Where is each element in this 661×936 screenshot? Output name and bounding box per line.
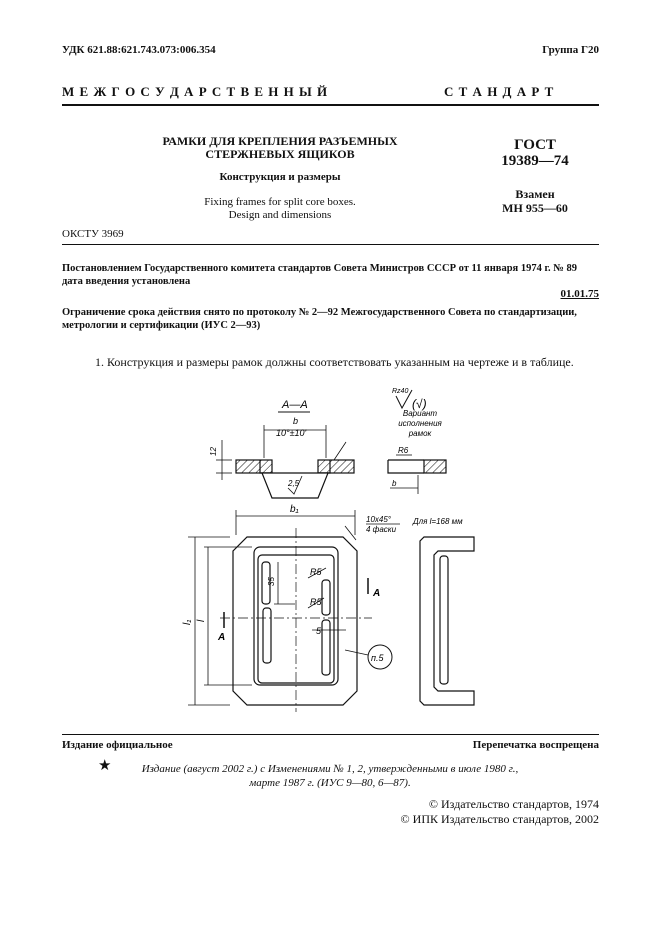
note-p5: п.5 [371, 653, 384, 663]
title-line-2: СТЕРЖНЕВЫХ ЯЩИКОВ [205, 147, 355, 161]
dim-b1: b₁ [290, 504, 299, 515]
section-hatch-right [318, 460, 354, 473]
dim-r5-top: R5 [310, 567, 322, 577]
copyright-2002: © ИПК Издательство стандартов, 2002 [400, 812, 599, 826]
chamfer-line-1: 10х45° [366, 515, 391, 524]
variant-line-2: исполнения [398, 419, 442, 428]
official-edition: Издание официальное [62, 739, 173, 751]
dim-12: 12 [209, 447, 218, 456]
banner-word-standard: С Т А Н Д А Р Т [444, 84, 555, 99]
udk-code: УДК 621.88:621.743.073:006.354 [62, 44, 216, 56]
replaces-label: Взамен [515, 187, 555, 201]
dimension-lines [188, 510, 368, 705]
variant-plan-view [420, 537, 474, 705]
restriction-line-2: метрологии и сертификации (ИУС 2—93) [62, 320, 261, 331]
variant-line-3: рамок [408, 429, 432, 438]
marker-a-right: А [373, 588, 381, 599]
for-l-note: Для l=168 мм [413, 517, 463, 526]
dim-b-section: b [293, 416, 299, 426]
dim-b-variant: b [392, 479, 397, 488]
dim-2-5: 2,5 [288, 479, 300, 488]
dim-5: 5 [316, 626, 322, 636]
star-icon: ★ [98, 758, 112, 774]
dim-r6: R6 [398, 446, 409, 455]
dim-r5-bottom: R5 [310, 597, 322, 607]
edition-line-1: Издание (август 2002 г.) с Изменениями № 1, 2, утвержденными в июле 1980 г., [141, 763, 519, 775]
dim-l1: l₁ [182, 619, 193, 625]
variant-section [388, 455, 446, 494]
roughness-paren: (√) [412, 397, 427, 411]
title-line-1: РАМКИ ДЛЯ КРЕПЛЕНИЯ РАЗЪЕМНЫХ [162, 134, 398, 148]
banner-word-interstate: М Е Ж Г О С У Д А Р С Т В Е Н Н Ы Й [62, 84, 329, 99]
section-label: А—А [282, 399, 308, 411]
section-hatch-left [236, 460, 272, 473]
resolution-line-2: дата введения установлена [62, 276, 191, 287]
okstu-code: ОКСТУ 3969 [62, 228, 124, 240]
footer-rule [62, 734, 599, 735]
edition-note [110, 762, 550, 790]
english-title-line-1: Fixing frames for split core boxes. [204, 196, 356, 208]
resolution-line-1: Постановлением Государственного комитета стандартов Совета Министров СССР от 11 января 1974 г. № 89 [62, 263, 577, 274]
group-code: Группа Г20 [542, 44, 599, 56]
gost-label: ГОСТ [514, 137, 556, 153]
gost-number: 19389—74 [501, 153, 569, 169]
english-title-line-2: Design and dimensions [228, 209, 332, 221]
effective-date: 01.01.75 [560, 288, 599, 300]
restriction-line-1: Ограничение срока действия снято по протоколу № 2—92 Межгосударственного Совета по стандартизации, [62, 307, 577, 318]
variant-line-1: Вариант [402, 409, 438, 418]
chamfer-line-2: 4 фаски [366, 525, 397, 534]
reprint-notice: Перепечатка воспрещена [472, 739, 599, 751]
roughness-value: Rz40 [392, 388, 409, 395]
copyright-1974: © Издательство стандартов, 1974 [428, 797, 599, 811]
dim-l: l [196, 619, 207, 622]
dim-angle: 10°±10' [276, 428, 307, 438]
marker-a-left: А [218, 632, 226, 643]
dim-35: 35 [267, 577, 276, 586]
clause-1: 1. Конструкция и размеры рамок должны соответствовать указанным на чертеже и в таблице. [95, 355, 574, 369]
plan-view-frame [233, 537, 357, 705]
replaces-value: МН 955—60 [502, 201, 568, 215]
edition-line-2: марте 1987 г. (ИУС 9—80, 6—87). [249, 777, 411, 789]
copyright-block [401, 797, 599, 827]
subtitle: Конструкция и размеры [219, 171, 341, 183]
